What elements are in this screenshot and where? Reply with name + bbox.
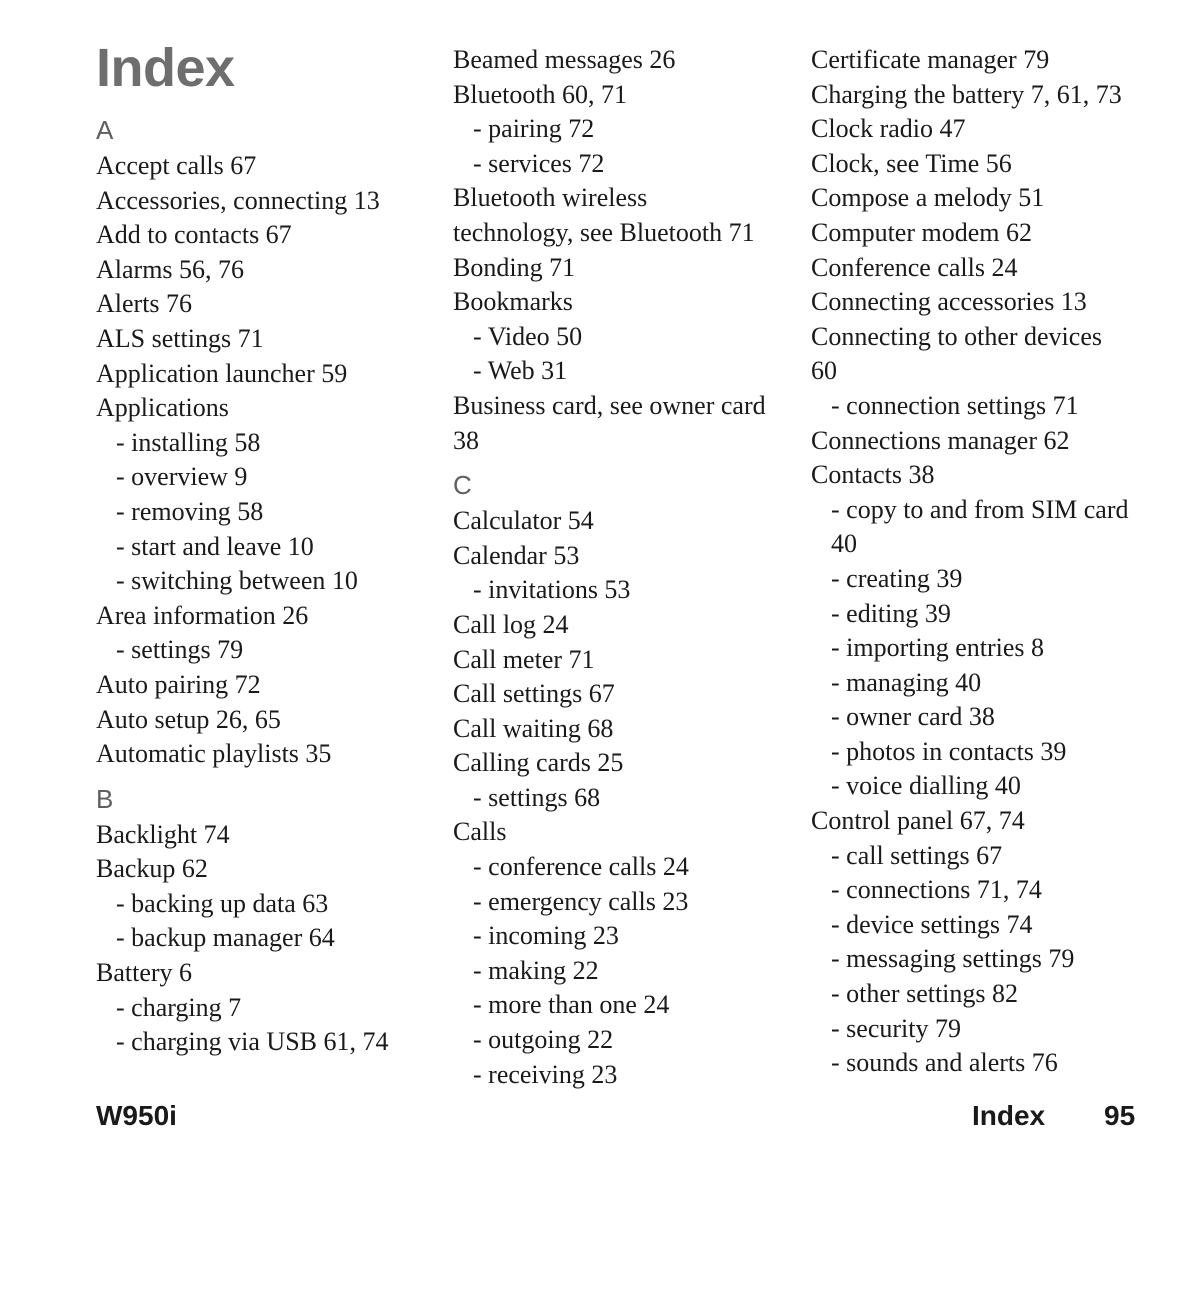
index-entry: Backlight 74 — [96, 819, 230, 849]
index-entry: Automatic playlists 35 — [96, 739, 332, 769]
index-entry: Auto setup 26, 65 — [96, 704, 281, 734]
index-subentry: - photos in contacts 39 — [831, 736, 1067, 766]
index-subentry: - invitations 53 — [473, 575, 631, 605]
index-subentry: - backup manager 64 — [116, 923, 335, 953]
index-entry: Auto pairing 72 — [96, 669, 261, 699]
index-subentry: - removing 58 — [116, 496, 264, 526]
index-subentry: - call settings 67 — [831, 840, 1003, 870]
index-entry: Calling cards 25 — [453, 748, 624, 778]
page-title: Index — [96, 38, 235, 98]
index-entry: Alerts 76 — [96, 289, 193, 319]
index-entry: Connecting to other devices — [811, 321, 1102, 351]
index-subentry: 40 — [831, 529, 857, 559]
index-subentry: - services 72 — [473, 148, 605, 178]
index-subentry: - sounds and alerts 76 — [831, 1048, 1058, 1078]
index-subentry: - conference calls 24 — [473, 852, 689, 882]
index-entry: Applications — [96, 393, 229, 423]
index-subentry: - pairing 72 — [473, 114, 595, 144]
index-entry: Compose a melody 51 — [811, 183, 1045, 213]
index-column-2 — [453, 43, 793, 1092]
index-entry: Charging the battery 7, 61, 73 — [811, 79, 1122, 109]
index-entry: Battery 6 — [96, 958, 193, 988]
section-letter: A — [96, 115, 114, 145]
index-subentry: - editing 39 — [831, 598, 951, 628]
footer-section-title: Index — [972, 1100, 1046, 1131]
index-entry: Conference calls 24 — [811, 252, 1018, 282]
index-entry: Bonding 71 — [453, 252, 576, 282]
footer-model-name: W950i — [96, 1100, 177, 1131]
index-entry: Business card, see owner card — [453, 390, 766, 420]
index-column-1 — [96, 113, 436, 1060]
index-entry: Accessories, connecting 13 — [96, 185, 380, 215]
index-subentry: - charging 7 — [116, 992, 242, 1022]
index-subentry: - more than one 24 — [473, 990, 670, 1020]
index-entry: Beamed messages 26 — [453, 45, 676, 74]
index-entry: Accept calls 67 — [96, 151, 257, 180]
index-subentry: - overview 9 — [116, 462, 248, 492]
index-subentry: - copy to and from SIM card — [831, 494, 1129, 524]
index-entry: Calendar 53 — [453, 540, 580, 570]
index-subentry: - start and leave 10 — [116, 531, 314, 561]
index-entry: Area information 26 — [96, 600, 309, 630]
index-subentry: - owner card 38 — [831, 702, 995, 732]
index-subentry: - outgoing 22 — [473, 1025, 614, 1055]
index-subentry: - connection settings 71 — [831, 390, 1079, 420]
index-subentry: - device settings 74 — [831, 909, 1033, 939]
index-subentry: - security 79 — [831, 1013, 961, 1043]
index-subentry: - backing up data 63 — [116, 888, 329, 918]
index-entry: Calculator 54 — [453, 506, 594, 536]
index-subentry: - Web 31 — [473, 356, 568, 386]
index-subentry: - incoming 23 — [473, 921, 619, 951]
index-subentry: - managing 40 — [831, 667, 982, 697]
index-entry: Clock radio 47 — [811, 114, 966, 144]
index-subentry: - charging via USB 61, 74 — [116, 1027, 389, 1057]
section-letter: B — [96, 783, 114, 814]
index-subentry: - making 22 — [473, 955, 599, 985]
index-entry: Certificate manager 79 — [811, 45, 1050, 74]
index-entry: 60 — [811, 356, 837, 386]
index-entry: 38 — [453, 425, 479, 455]
index-entry: Call log 24 — [453, 609, 569, 639]
index-entry: Calls — [453, 817, 507, 847]
index-entry: Bluetooth wireless — [453, 183, 648, 213]
index-column-3 — [811, 43, 1156, 1081]
index-subentry: - Video 50 — [473, 321, 583, 351]
index-entry: Connecting accessories 13 — [811, 287, 1087, 317]
index-entry: Call waiting 68 — [453, 713, 614, 743]
index-entry: Call settings 67 — [453, 679, 615, 709]
index-entry: Application launcher 59 — [96, 358, 348, 388]
index-entry: Call meter 71 — [453, 644, 595, 674]
index-entry: ALS settings 71 — [96, 323, 264, 353]
index-entry: Alarms 56, 76 — [96, 254, 245, 284]
index-subentry: - creating 39 — [831, 563, 963, 593]
index-subentry: - other settings 82 — [831, 979, 1019, 1009]
index-entry: Connections manager 62 — [811, 425, 1070, 455]
index-subentry: - installing 58 — [116, 427, 261, 457]
index-entry: Computer modem 62 — [811, 217, 1032, 247]
index-entry: Bluetooth 60, 71 — [453, 79, 628, 109]
index-entry: Clock, see Time 56 — [811, 148, 1012, 178]
index-subentry: - receiving 23 — [473, 1059, 618, 1089]
index-entry: Bookmarks — [453, 287, 573, 317]
index-subentry: - switching between 10 — [116, 566, 358, 596]
index-entry: Control panel 67, 74 — [811, 806, 1025, 836]
footer-page-number: 95 — [1104, 1100, 1136, 1131]
index-subentry: - settings 68 — [473, 782, 601, 812]
index-subentry: - importing entries 8 — [831, 633, 1045, 663]
index-subentry: - messaging settings 79 — [831, 944, 1075, 974]
index-entry: Contacts 38 — [811, 460, 935, 490]
index-subentry: - settings 79 — [116, 635, 244, 665]
index-entry: Add to contacts 67 — [96, 220, 292, 250]
index-subentry: - emergency calls 23 — [473, 886, 689, 916]
index-subentry: - connections 71, 74 — [831, 875, 1042, 905]
index-entry: technology, see Bluetooth 71 — [453, 217, 755, 247]
index-entry: Backup 62 — [96, 854, 208, 884]
index-subentry: - voice dialling 40 — [831, 771, 1021, 801]
section-letter: C — [453, 470, 472, 501]
